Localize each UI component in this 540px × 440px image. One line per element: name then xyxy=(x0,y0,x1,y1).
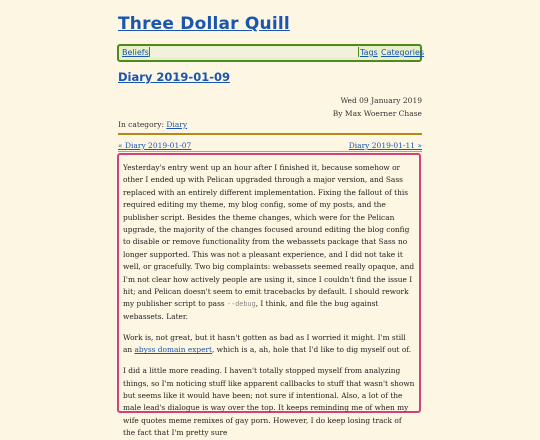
prev-post-link[interactable]: « Diary 2019-01-07 xyxy=(118,141,192,150)
site-title-link[interactable]: Three Dollar Quill xyxy=(118,14,290,34)
post-category xyxy=(118,120,187,129)
paragraph-1-text-end: , I think, and file the bug against webassets. Later. xyxy=(123,299,379,321)
paragraph-2-text: Work is, not great, but it hasn't gotten as bad as I worried it might. I'm still an xyxy=(123,332,406,355)
divider-bottom xyxy=(118,151,422,152)
category-link[interactable]: Diary xyxy=(166,120,188,129)
next-post-link[interactable]: Diary 2019-01-11 » xyxy=(348,141,422,150)
divider-top xyxy=(118,133,422,135)
paragraph-2-text-end: , which is a, ah, hole that I'd like to dig myself out of. xyxy=(211,345,412,355)
top-nav-bar xyxy=(117,44,425,62)
nav-link-beliefs[interactable]: Beliefs xyxy=(122,48,149,57)
post-author: By Max Woerner Chase xyxy=(332,109,422,118)
nav-spacer xyxy=(149,47,359,57)
paragraph-1 xyxy=(123,162,415,323)
paragraph-3: I did a little more reading. I haven't totally stopped myself from analyzing things, so I'm noticing stuff like apparent callbacks to stuff that wasn't shown but seems like it would have been; not sure if intentional. Also, a lot of the male lead's dialogue is way over the top. It keeps reminding me of when my wife quotes meme remixes of gay porn. However, I do keep losing track of the fact that I'm pretty sure xyxy=(123,366,415,438)
post-date: Wed 09 January 2019 xyxy=(340,96,422,105)
paragraph-1-text: Yesterday's entry went up an hour after I finished it, because somehow or other I ended up with Pelican upgraded through a major version, and Sass replaced with an entirely different implementation. Fixing the fallout of this required editing my theme, my blog config, some of my posts, and the publisher script. Besides the theme changes, which were for the Pelican upgrade, the majority of the changes focused around editing the blog config to disable or remove functionality from the webassets package that Sass no longer supported. This was not a pleasant experience, and I did not take it well, or gracefully. Two big complaints: webassets seemed really opaque, and I'm not clear how actively people are using it, since I couldn't find the issue I hit; and Pelican doesn't seem to emit tracebacks by default. I should rework my publisher script to pass xyxy=(123,163,415,309)
debug-flag-code: --debug xyxy=(227,300,256,309)
nav-link-categories[interactable]: Categories xyxy=(381,48,425,57)
paragraph-2 xyxy=(123,332,415,357)
nav-link-tags[interactable]: Tags xyxy=(360,48,378,57)
article-body xyxy=(117,153,421,438)
abyss-domain-expert-link[interactable]: abyss domain expert xyxy=(134,345,212,355)
post-title-link[interactable]: Diary 2019-01-09 xyxy=(118,70,230,84)
category-label: In category: xyxy=(118,120,167,129)
